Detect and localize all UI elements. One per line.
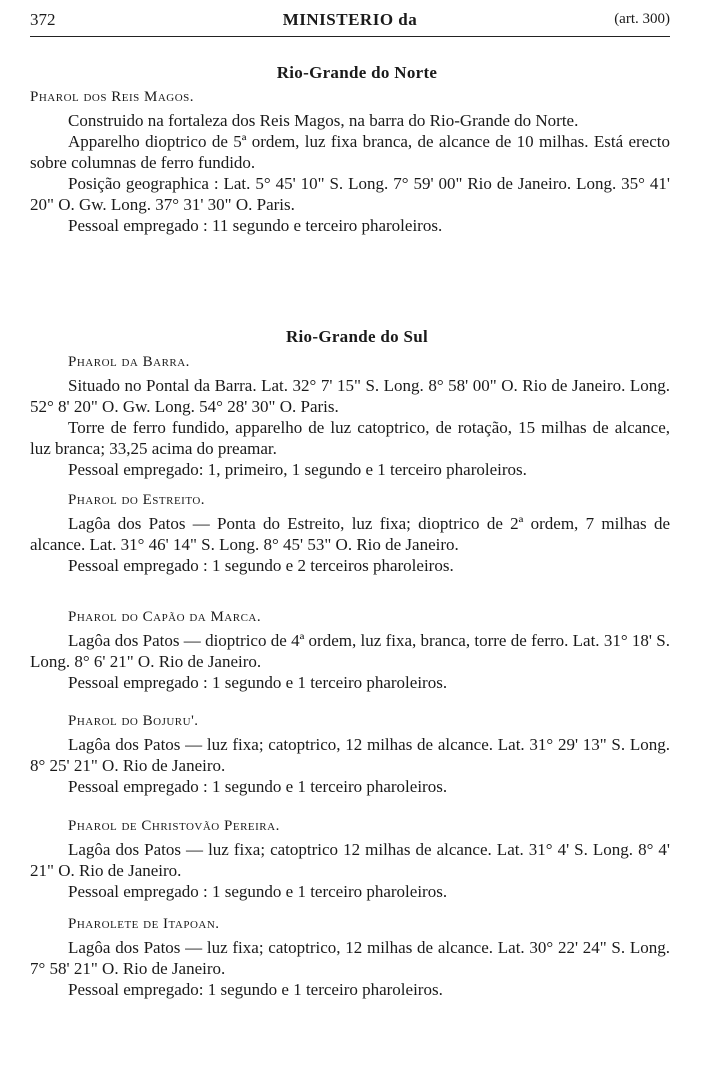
section-title-rio-grande-do-norte: Rio-Grande do Norte: [276, 63, 438, 82]
entry-pharol-dos-reis-magos: [30, 87, 670, 236]
entry-pharol-do-bojuru: [30, 711, 670, 797]
entry-paragraph: Construido na fortaleza dos Reis Magos, na barra do Rio-Grande do Norte.: [68, 111, 579, 130]
entry-paragraph: Pessoal empregado : 1 segundo e 1 terceiro pharoleiros.: [68, 777, 448, 796]
entry-paragraph: Pessoal empregado : 1 segundo e 1 terceiro pharoleiros.: [68, 673, 448, 692]
running-head: [30, 10, 670, 34]
running-title: MINISTERIO da: [282, 10, 418, 29]
header-rule: [30, 36, 670, 37]
entry-paragraph: Apparelho dioptrico de 5ª ordem, luz fixa branca, de alcance de 10 milhas. Está erecto sobre columnas de ferro fundido.: [30, 132, 670, 172]
entry-heading: Pharol do Bojuru'.: [68, 713, 199, 729]
section-title-rio-grande-do-sul: Rio-Grande do Sul: [285, 327, 429, 346]
entry-paragraph: Lagôa dos Patos — dioptrico de 4ª ordem, luz fixa, branca, torre de ferro. Lat. 31° 18' S. Long. 8° 6' 21" O. Rio de Janeiro.: [30, 631, 670, 671]
entry-heading: Pharol da Barra.: [68, 354, 190, 370]
entry-heading: Pharol do Capão da Marca.: [68, 609, 262, 625]
entry-paragraph: Pessoal empregado: 1, primeiro, 1 segundo e 1 terceiro pharoleiros.: [68, 460, 527, 479]
entry-paragraph: Torre de ferro fundido, apparelho de luz catoptrico, de rotação, 15 milhas de alcance, luz branca; 33,25 acima do preamar.: [30, 418, 670, 458]
entry-paragraph: Posição geographica : Lat. 5° 45' 10" S. Long. 7° 59' 00" Rio de Janeiro. Long. 35° 41' 20" O. Gw. Long. 37° 31' 30" O. Paris.: [30, 174, 670, 214]
entry-heading: Pharol do Estreito.: [68, 492, 206, 508]
entry-paragraph: Situado no Pontal da Barra. Lat. 32° 7' 15" S. Long. 8° 58' 00" O. Rio de Janeiro. Long. 52° 8' 20" O. Gw. Long. 54° 28' 30" O. Paris.: [30, 376, 670, 416]
entry-pharol-do-estreito: [30, 490, 670, 576]
entry-paragraph: Lagôa dos Patos — luz fixa; catoptrico, 12 milhas de alcance. Lat. 30° 22' 24" S. Long. 7° 58' 21" O. Rio de Janeiro.: [30, 938, 670, 978]
article-reference: (art. 300): [614, 11, 670, 27]
entry-paragraph: Lagôa dos Patos — luz fixa; catoptrico 12 milhas de alcance. Lat. 31° 4' S. Long. 8° 4' 21" O. Rio de Janeiro.: [30, 840, 670, 880]
entry-paragraph: Pessoal empregado : 1 segundo e 2 terceiros pharoleiros.: [68, 556, 454, 575]
entry-paragraph: Lagôa dos Patos — Ponta do Estreito, luz fixa; dioptrico de 2ª ordem, 7 milhas de alcance. Lat. 31° 46' 14" S. Long. 8° 45' 53" O. Rio de Janeiro.: [30, 514, 670, 554]
entry-heading: Pharol de Christovão Pereira.: [68, 818, 280, 834]
entry-heading: Pharolete de Itapoan.: [68, 916, 220, 932]
entry-pharol-do-capao-da-marca: [30, 607, 670, 693]
entry-paragraph: Pessoal empregado : 11 segundo e terceiro pharoleiros.: [68, 216, 443, 235]
entry-heading: Pharol dos Reis Magos.: [30, 89, 195, 105]
entry-pharol-da-barra: [30, 352, 670, 480]
entry-paragraph: Pessoal empregado : 1 segundo e 1 terceiro pharoleiros.: [68, 882, 448, 901]
entry-paragraph: Pessoal empregado: 1 segundo e 1 terceiro pharoleiros.: [68, 980, 443, 999]
entry-pharolete-de-itapoan: [30, 914, 670, 1000]
entry-paragraph: Lagôa dos Patos — luz fixa; catoptrico, 12 milhas de alcance. Lat. 31° 29' 13" S. Long. 8° 25' 21" O. Rio de Janeiro.: [30, 735, 670, 775]
page-number: 372: [30, 10, 56, 29]
entry-pharol-de-christovao-pereira: [30, 816, 670, 902]
